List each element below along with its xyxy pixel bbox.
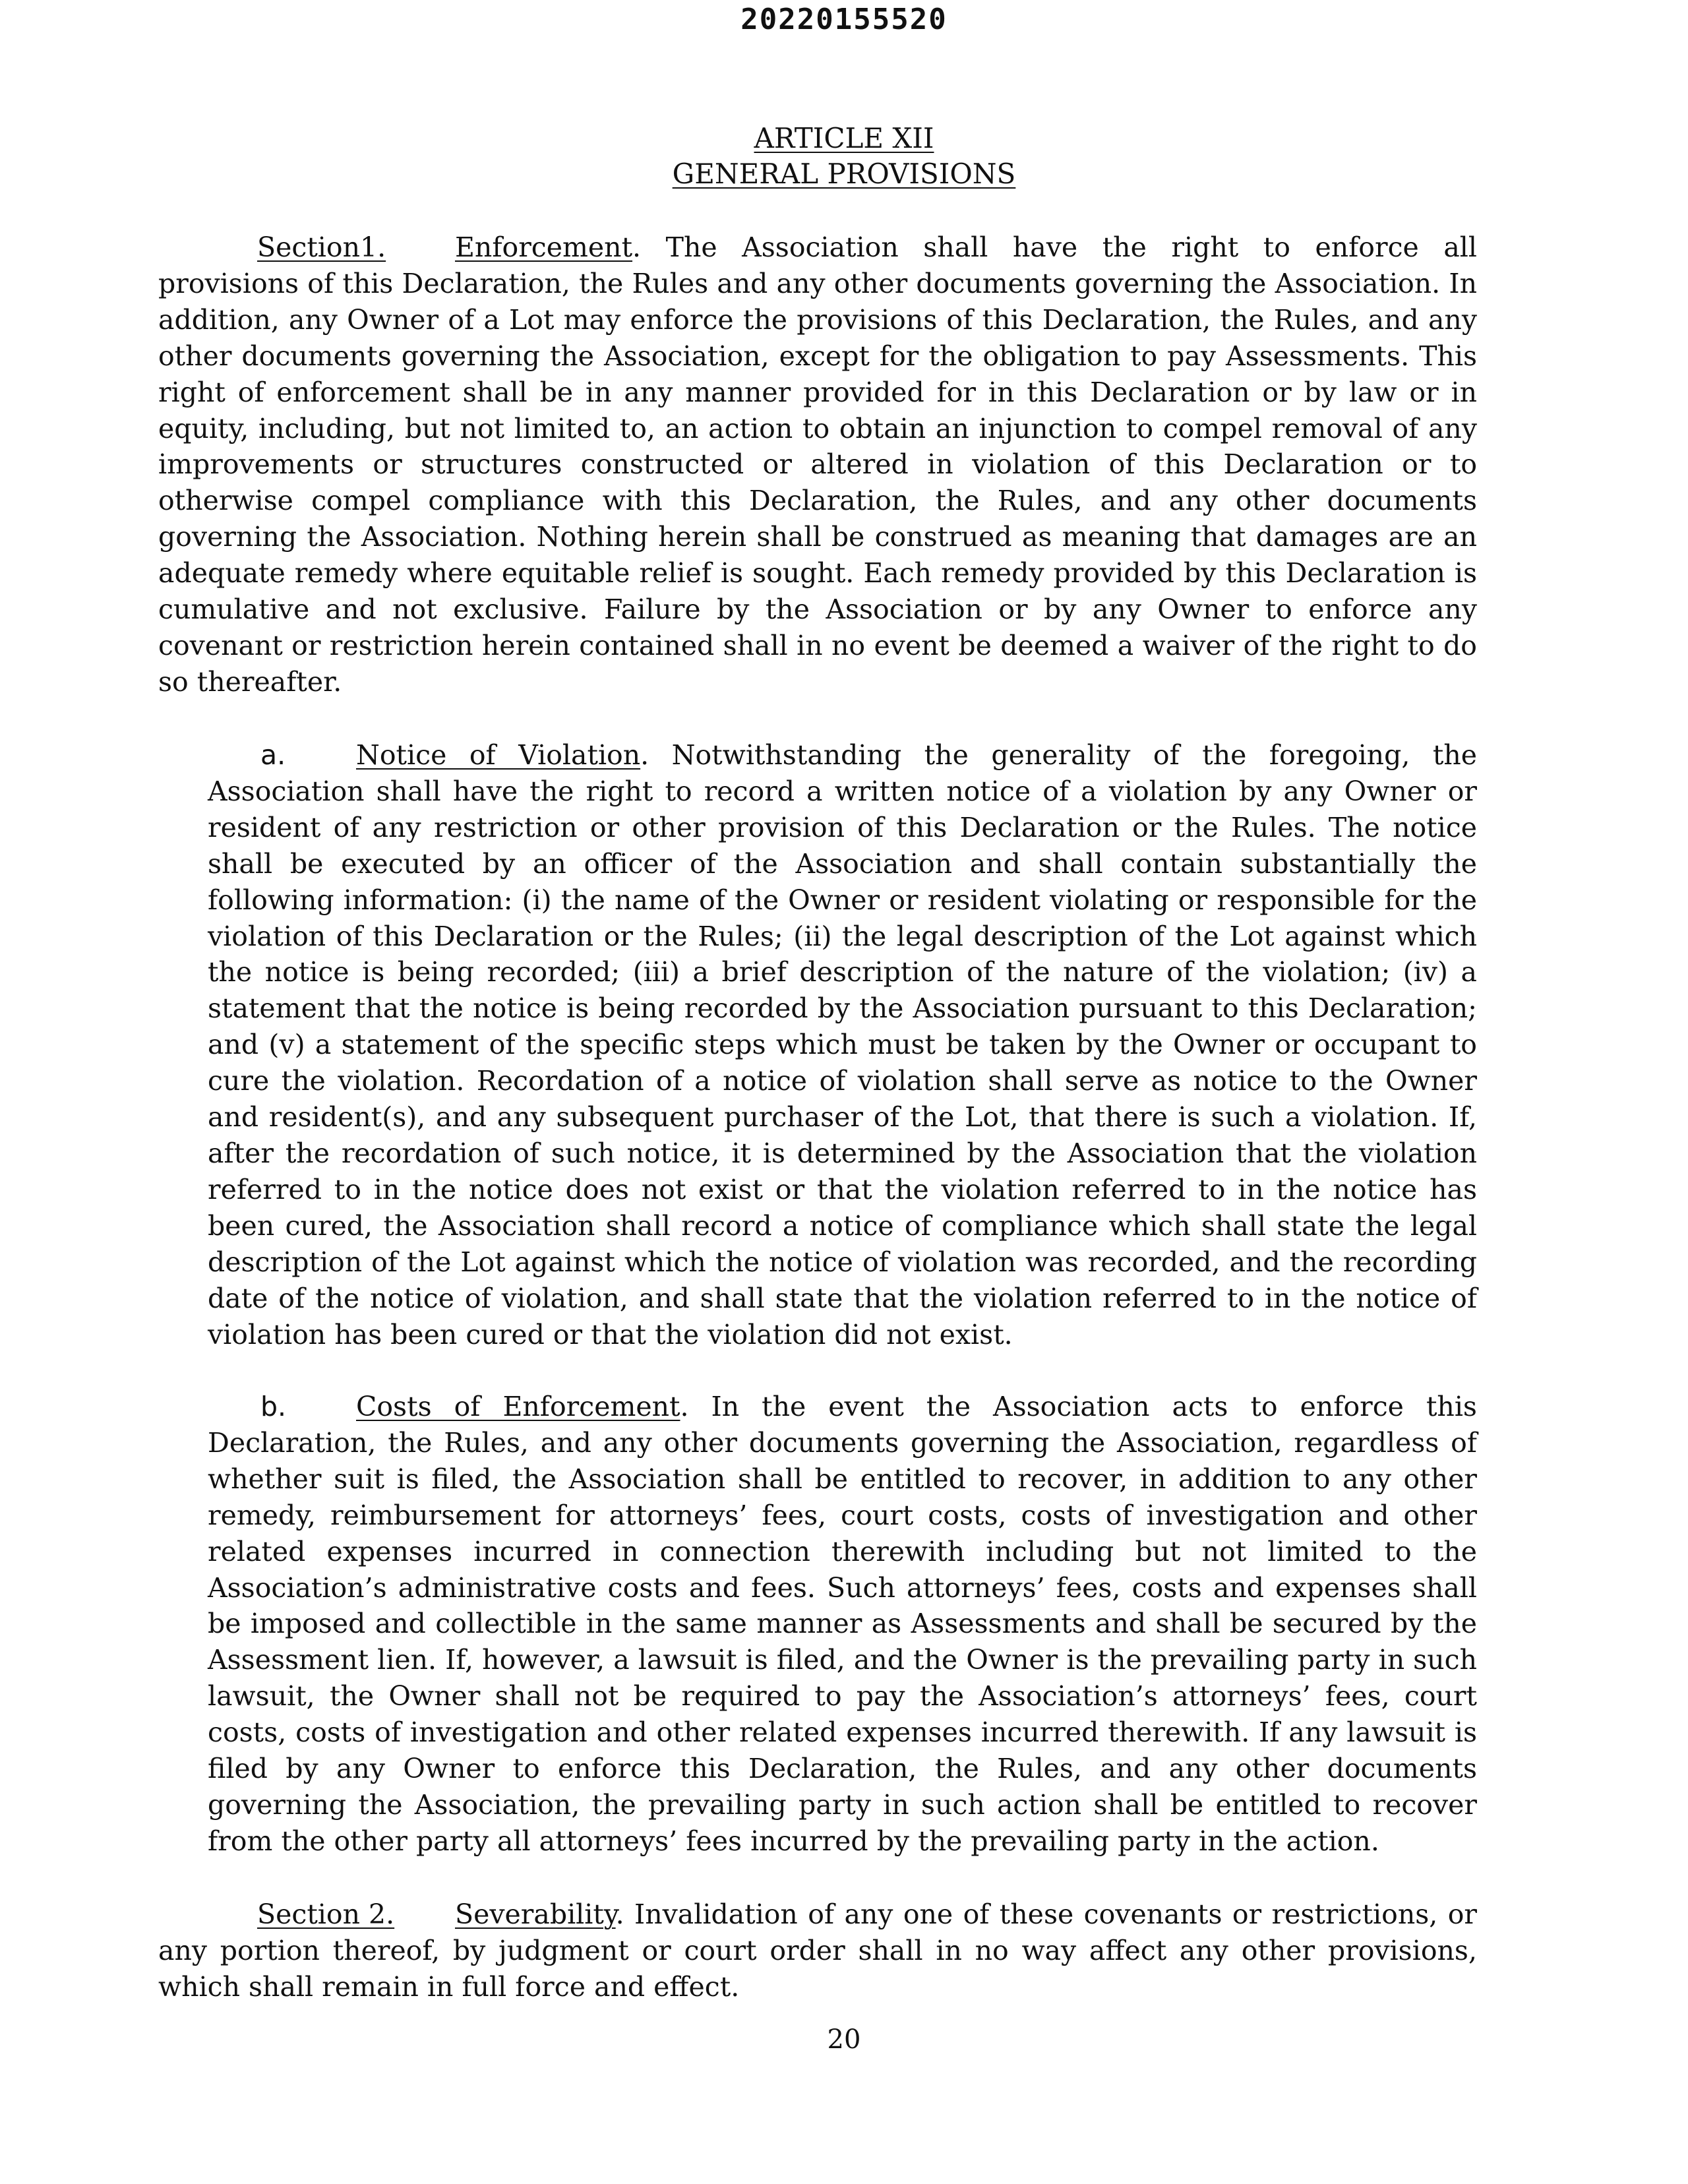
subsection-a-paragraph — [208, 737, 1477, 1352]
subsection-b-letter: b. — [260, 1391, 287, 1422]
section-2-number — [257, 1896, 455, 1933]
subsection-b-body: . In the event the Association acts to enforce this Declaration, the Rules, and any other documents governing the Association, regardless of whether suit is filed, the Association shall be entitled to recover, in addition to any other remedy, reimbursement for attorneys’ fees, court costs, costs of investigation and other related expenses incurred in connection therewith including but not limited to the Association’s administrative costs and fees. Such attorneys’ fees, costs and expenses shall be imposed and collectible in the same manner as Assessments and shall be secured by the Assessment lien. If, however, a lawsuit is filed, and the Owner is the prevailing party in such lawsuit, the Owner shall not be required to pay the Association’s attorneys’ fees, court costs, costs of investigation and other related expenses incurred therewith. If any lawsuit is filed by any Owner to enforce this Declaration, the Rules, and any other documents governing the Association, the prevailing party in such action shall be entitled to recover from the other party all attorneys’ fees incurred by the prevailing party in the action. — [208, 1391, 1477, 1857]
subsection-a-title: Notice of Violation — [356, 739, 641, 771]
subsection-b-title: Costs of Enforcement — [356, 1391, 680, 1422]
subsection-a-letter: a. — [260, 739, 286, 771]
article-title — [0, 156, 1688, 192]
section-1-paragraph — [158, 229, 1477, 700]
section-1-number-text: Section1. — [257, 231, 386, 263]
section-2-number-text: Section 2. — [257, 1898, 395, 1930]
page-number: 20 — [827, 2024, 861, 2055]
subsection-a-body: . Notwithstanding the generality of the foregoing, the Association shall have the right to record a written notice of a violation by any Owner or resident of any restriction or other provision of this Declaration or the Rules. The notice shall be executed by an officer of the Association and shall contain substantially the following information: (i) the name of the Owner or resident violating or responsible for the violation of this Declaration or the Rules; (ii) the legal description of the Lot against which the notice is being recorded; (iii) a brief description of the nature of the violation; (iv) a statement that the notice is being recorded by the Association pursuant to this Declaration; and (v) a statement of the specific steps which must be taken by the Owner or occupant to cure the violation. Recordation of a notice of violation shall serve as notice to the Owner and resident(s), and any subsequent purchaser of the Lot, that there is such a violation. If, after the recordation of such notice, it is determined by the Association that the violation referred to in the notice does not exist or that the violation referred to in the notice has been cured, the Association shall record a notice of compliance which shall state the legal description of the Lot against which the notice of violation was recorded, and the recording date of the notice of violation, and shall state that the violation referred to in the notice of violation has been cured or that the violation did not exist. — [208, 739, 1478, 1350]
article-number-text: ARTICLE XII — [754, 122, 934, 154]
subsection-b-paragraph — [208, 1389, 1477, 1860]
section-1-title: Enforcement — [455, 231, 633, 263]
document-number: 20220155520 — [740, 3, 948, 36]
section-2-body: . Invalidation of any one of these covenants or restrictions, or any portion thereof, by judgment or court order shall in no way affect any other provisions, which shall remain in full force and effect. — [158, 1898, 1477, 2003]
section-1-body: . The Association shall have the right to enforce all provisions of this Declaration, the Rules and any other documents governing the Association. In addition, any Owner of a Lot may enforce the provisions of this Declaration, the Rules, and any other documents governing the Association, except for the obligation to pay Assessments. This right of enforcement shall be in any manner provided for in this Declaration or by law or in equity, including, but not limited to, an action to obtain an injunction to compel removal of any improvements or structures constructed or altered in violation of this Declaration or to otherwise compel compliance with this Declaration, the Rules, and any other documents governing the Association. Nothing herein shall be construed as meaning that damages are an adequate remedy where equitable relief is sought. Each remedy provided by this Declaration is cumulative and not exclusive. Failure by the Association or by any Owner to enforce any covenant or restriction herein contained shall in no event be deemed a waiver of the right to do so thereafter. — [158, 231, 1477, 698]
section-2-title: Severability — [455, 1898, 616, 1930]
article-number — [0, 121, 1688, 156]
section-1-number — [257, 229, 455, 266]
section-2-paragraph — [158, 1896, 1477, 2005]
article-title-text: GENERAL PROVISIONS — [672, 158, 1016, 190]
